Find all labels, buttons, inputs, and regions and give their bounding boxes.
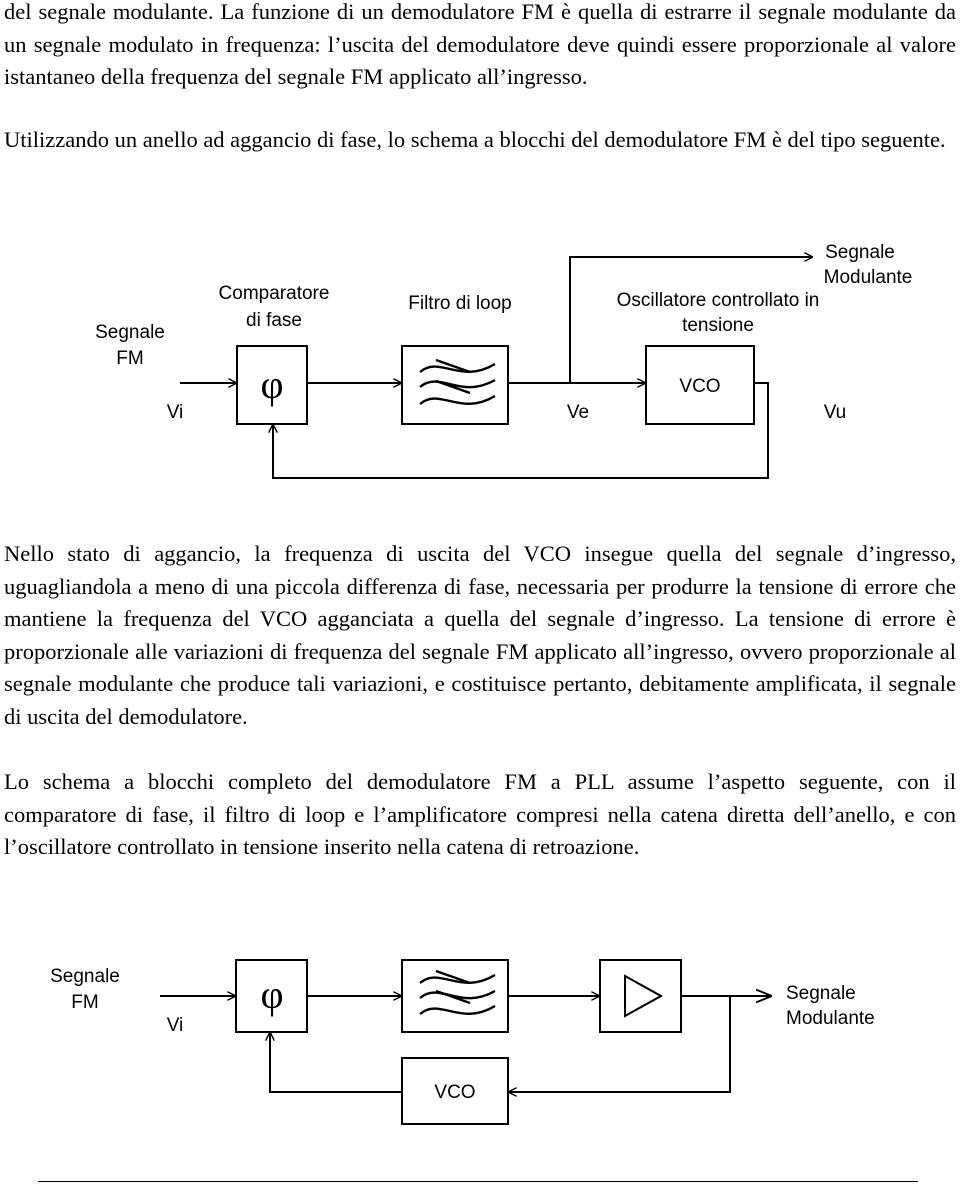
diagram1-labels [95, 242, 912, 423]
paragraph-complete-scheme: Lo schema a blocchi completo del demodulatore FM a PLL assume l’aspetto seguente, con il comparatore di fase, il filtro di loop e l’amplificatore compresi nella catena diretta dell’anello, e con l’oscillatore controllato in tensione inserito nella catena di retroazione. [4, 769, 956, 859]
amplifier-to-vco-line [508, 996, 730, 1092]
input-signal-label-1: Segnale [95, 322, 165, 343]
diagram2-labels [50, 966, 875, 1103]
output-signal-label-2: Modulante [823, 267, 913, 288]
output-signal-label-1: Segnale [825, 242, 895, 263]
output-signal-label-2-2: Modulante [786, 1008, 875, 1029]
input-signal-label-2-2: FM [71, 992, 99, 1013]
amplifier-triangle-icon [625, 976, 661, 1016]
paragraph-scheme-intro: Utilizzando un anello ad aggancio di fase, lo schema a blocchi del demodulatore FM è del tipo seguente. [4, 127, 946, 152]
input-signal-label-2: FM [116, 348, 144, 369]
footer-divider [38, 1181, 918, 1182]
vco-label: VCO [679, 376, 721, 397]
input-signal-label-2-1: Segnale [50, 966, 120, 987]
vco-title-2: tensione [682, 315, 754, 336]
phi-symbol: φ [260, 362, 284, 407]
paragraph-intro: del segnale modulante. La funzione di un demodulatore FM è quella di estrarre il segnale modulante da un segnale modulato in frequenza: l’uscita del demodulatore deve quindi essere proporzionale al valore istantaneo della frequenza del segnale FM applicato all’ingresso. [4, 0, 956, 89]
lowpass-filter-icon-2 [420, 971, 495, 1014]
feedback-line-2 [270, 1032, 402, 1092]
amplifier-block [600, 960, 681, 1032]
comparator-title-1: Comparatore [218, 283, 330, 304]
vi-label-2: Vi [166, 1015, 184, 1036]
feedback-line [273, 383, 768, 478]
vco-label-2: VCO [434, 1082, 476, 1103]
vu-label: Vu [823, 402, 847, 423]
output-signal-label-2-1: Segnale [786, 983, 856, 1004]
lowpass-filter-icon [420, 360, 495, 404]
paragraph-lock-state: Nello stato di aggancio, la frequenza di uscita del VCO insegue quella del segnale d’ingresso, uguagliandola a meno di una piccola differenza di fase, necessaria per produrre la tensione di errore che mantiene la frequenza del VCO agganciata a quella del segnale d’ingresso. La tensione di errore è proporzionale alle variazioni di frequenza del segnale FM applicato all’ingresso, ovvero proporzionale al segnale modulante che produce tali variazioni, e costituisce pertanto, debitamente amplificata, il segnale di uscita del demodulatore. [4, 541, 956, 729]
vco-title-1: Oscillatore controllato in [616, 290, 820, 311]
filter-title: Filtro di loop [408, 293, 512, 314]
vi-label: Vi [166, 402, 184, 423]
comparator-title-2: di fase [246, 310, 302, 331]
ve-label: Ve [566, 402, 590, 423]
phi-symbol-2: φ [260, 972, 284, 1017]
